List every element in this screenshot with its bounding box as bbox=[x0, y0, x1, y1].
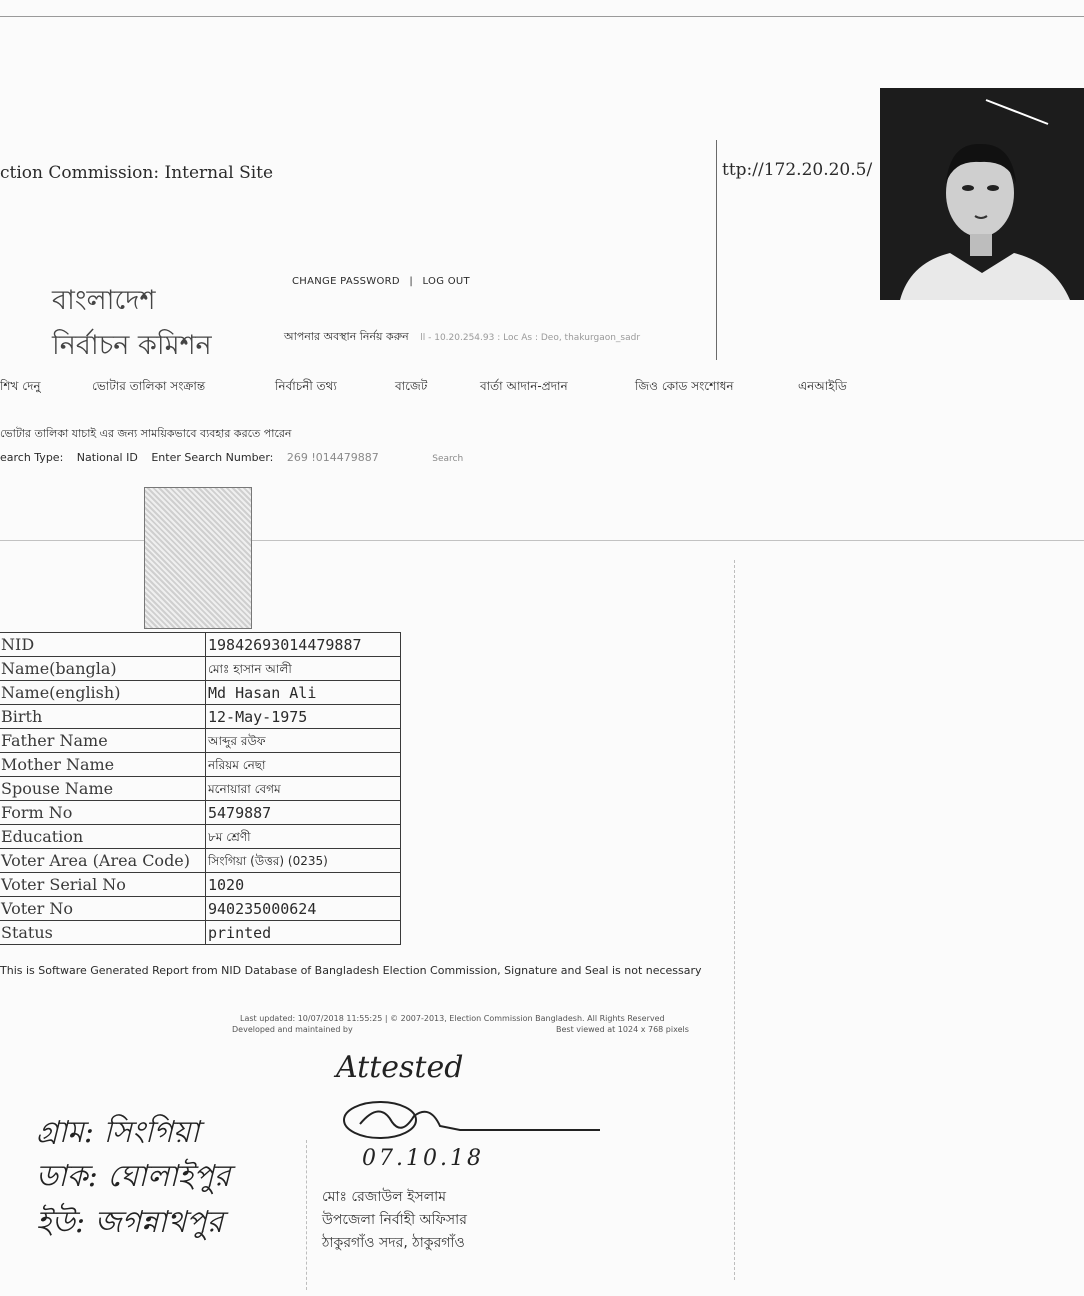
nav-item-menu[interactable]: শিখ দেনু bbox=[0, 379, 41, 393]
field-value: আব্দুর রউফ bbox=[206, 729, 401, 753]
field-label: NID bbox=[0, 633, 206, 657]
scan-dotted-line bbox=[306, 1140, 307, 1290]
search-type-select[interactable]: National ID bbox=[76, 451, 138, 464]
footer-developed-by: Developed and maintained by bbox=[232, 1025, 353, 1034]
logout-link[interactable]: LOG OUT bbox=[422, 276, 470, 287]
table-row bbox=[0, 801, 401, 825]
field-label: Birth bbox=[0, 705, 206, 729]
nav-item-voter-list[interactable]: ভোটার তালিকা সংক্রান্ত bbox=[92, 379, 206, 393]
field-label: Voter Area (Area Code) bbox=[0, 849, 206, 873]
field-label: Spouse Name bbox=[0, 777, 206, 801]
table-row bbox=[0, 729, 401, 753]
table-row bbox=[0, 921, 401, 945]
table-row bbox=[0, 873, 401, 897]
location-value: ll - 10.20.254.93 : Loc As : Deo, thakurgaon_sadr bbox=[420, 333, 641, 343]
field-label: Voter No bbox=[0, 897, 206, 921]
table-row bbox=[0, 633, 401, 657]
signature-mark bbox=[340, 1096, 610, 1148]
stamp-office: ঠাকুরগাঁও সদর, ঠাকুরগাঁও bbox=[322, 1235, 465, 1251]
field-value: printed bbox=[206, 921, 401, 945]
location-bar bbox=[284, 328, 640, 347]
change-password-link[interactable]: CHANGE PASSWORD bbox=[292, 276, 400, 287]
field-value: 12-May-1975 bbox=[206, 705, 401, 729]
site-title: ction Commission: Internal Site bbox=[0, 163, 274, 183]
logo-bangladesh: বাংলাদেশ bbox=[52, 285, 156, 316]
table-row bbox=[0, 705, 401, 729]
table-row bbox=[0, 825, 401, 849]
location-label: আপনার অবস্থান নির্নয় করুন bbox=[284, 330, 409, 343]
table-row bbox=[0, 657, 401, 681]
table-row bbox=[0, 897, 401, 921]
link-separator: | bbox=[409, 276, 414, 287]
field-value: 940235000624 bbox=[206, 897, 401, 921]
field-value: মনোয়ারা বেগম bbox=[206, 777, 401, 801]
nav-item-nid[interactable]: এনআইডি bbox=[798, 379, 847, 393]
footer-best-viewed: Best viewed at 1024 x 768 pixels bbox=[556, 1025, 689, 1034]
field-label: Name(bangla) bbox=[0, 657, 206, 681]
address-union: ইউ: জগন্নাথপুর bbox=[36, 1205, 224, 1240]
table-row bbox=[0, 777, 401, 801]
nav-item-budget[interactable]: বাজেট bbox=[395, 379, 428, 393]
top-links bbox=[292, 276, 476, 287]
voter-list-note: ভোটার তালিকা যাচাই এর জন্য সাময়িকভাবে ব্যবহার করতে পারেন bbox=[0, 427, 292, 440]
field-value: 19842693014479887 bbox=[206, 633, 401, 657]
site-url: ttp://172.20.20.5/ bbox=[722, 160, 873, 180]
field-value: Md Hasan Ali bbox=[206, 681, 401, 705]
footer-updated: Last updated: 10/07/2018 11:55:25 | © 2007-2013, Election Commission Bangladesh. All Rights Reserved bbox=[240, 1014, 665, 1023]
address-village: গ্রাম: সিংগিয়া bbox=[36, 1115, 200, 1150]
field-value: 1020 bbox=[206, 873, 401, 897]
field-label: Name(english) bbox=[0, 681, 206, 705]
search-number-input[interactable]: 269 !014479887 bbox=[286, 451, 379, 464]
search-row bbox=[0, 451, 473, 464]
field-label: Father Name bbox=[0, 729, 206, 753]
nav-item-election-info[interactable]: নির্বাচনী তথ্য bbox=[275, 379, 337, 393]
field-label: Mother Name bbox=[0, 753, 206, 777]
field-value: 5479887 bbox=[206, 801, 401, 825]
field-label: Form No bbox=[0, 801, 206, 825]
scan-vertical-line bbox=[716, 140, 717, 360]
portrait-image bbox=[880, 88, 1084, 300]
attested-date: 07.10.18 bbox=[362, 1146, 484, 1171]
table-row bbox=[0, 849, 401, 873]
attested-note: Attested bbox=[336, 1050, 464, 1085]
stamp-name: মোঃ রেজাউল ইসলাম bbox=[322, 1189, 446, 1205]
table-row bbox=[0, 753, 401, 777]
field-label: Status bbox=[0, 921, 206, 945]
disclaimer-text: This is Software Generated Report from NID Database of Bangladesh Election Commission, Signature and Seal is not necessary bbox=[0, 964, 702, 977]
scan-dotted-line bbox=[734, 560, 735, 1280]
search-button[interactable]: Search bbox=[432, 454, 464, 464]
search-number-label: Enter Search Number: bbox=[151, 451, 274, 464]
nav-item-geo-code[interactable]: জিও কোড সংশোধন bbox=[635, 379, 734, 393]
field-value: সিংগিয়া (উত্তর) (0235) bbox=[206, 849, 401, 873]
scan-edge-line bbox=[0, 16, 1084, 17]
field-value: নরিয়ম নেছা bbox=[206, 753, 401, 777]
field-value: মোঃ হাসান আলী bbox=[206, 657, 401, 681]
field-label: Education bbox=[0, 825, 206, 849]
search-type-label: earch Type: bbox=[0, 451, 64, 464]
portrait-photo bbox=[880, 88, 1084, 300]
logo-election-commission: নির্বাচন কমিশন bbox=[52, 330, 212, 361]
official-stamp bbox=[322, 1186, 467, 1255]
voter-record-table bbox=[0, 632, 401, 945]
address-post: ডাক: ঘোলাইপুর bbox=[36, 1159, 231, 1194]
table-row bbox=[0, 681, 401, 705]
field-value: ৮ম শ্রেণী bbox=[206, 825, 401, 849]
field-label: Voter Serial No bbox=[0, 873, 206, 897]
voter-photo-thumbnail bbox=[144, 487, 252, 629]
stamp-designation: উপজেলা নির্বাহী অফিসার bbox=[322, 1212, 467, 1228]
nav-item-messaging[interactable]: বার্তা আদান-প্রদান bbox=[480, 379, 568, 393]
